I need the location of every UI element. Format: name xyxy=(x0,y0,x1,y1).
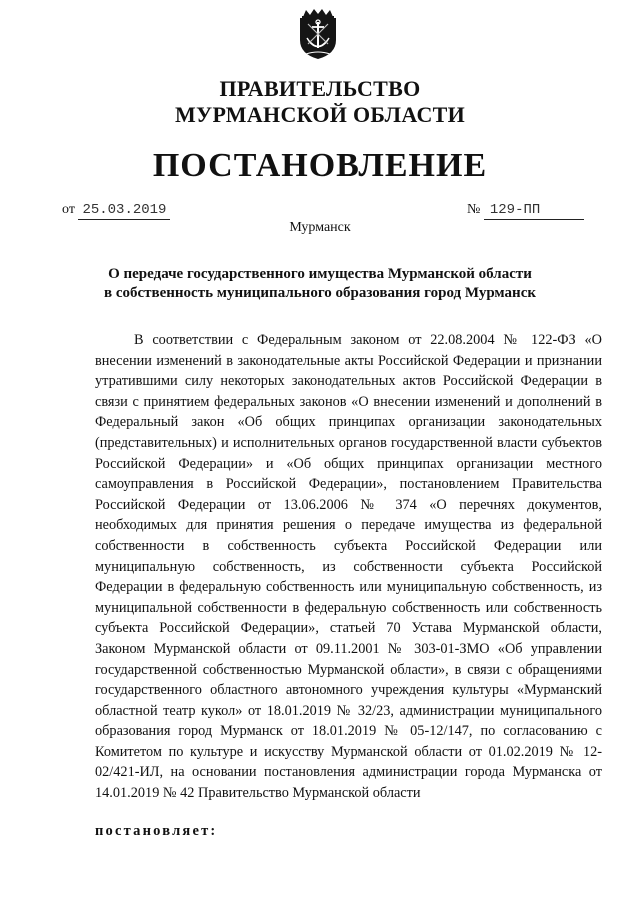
date-prefix: от xyxy=(62,202,75,217)
document-title xyxy=(60,265,580,303)
resolves-statement: постановляет: xyxy=(95,823,218,839)
city-name: Мурманск xyxy=(289,220,351,235)
body-paragraph: В соответствии с Федеральным законом от 22.08.2004 № 122-ФЗ «О внесении изменений в законодательные акты Российской Федерации и признании утратившими силу некоторых законодательных актов Российской Федерации в связи с принятием федеральных законов «О внесении изменений и дополнений в Федеральный закон «Об общих принципах организации законодательных (представительных) и исполнительных органов государственной власти субъектов Российской Федерации» и «Об общих принципах организации местного самоуправления в Российской Федерации», постановлением Правительства Российской Федерации от 13.06.2006 № 374 «О перечнях документов, необходимых для принятия решения о передаче имущества из федеральной собственности в собственность субъекта Российской Федерации или муниципальную собственность, из собственности субъекта Российской Федерации в федеральную собственность или муниципальную собственность, из муниципальной собственности в федеральную собственность или собственность субъекта Российской Федерации», статьей 70 Устава Мурманской области, Законом Мурманской области от 09.11.2001 № 303-01-ЗМО «Об управлении государственной собственностью Мурманской области», в связи с обращениями государственного областного автономного учреждения культуры «Мурманский областной театр кукол» от 18.01.2019 № 32/23, администрации муниципального образования город Мурманск от 18.01.2019 № 05-12/147, по согласованию с Комитетом по культуре и искусству Мурманской области от 01.02.2019 № 12-02/421-ИЛ, на основании постановления администрации города Мурманска от 14.01.2019 № 42 Правительство Мурманской области xyxy=(95,332,602,802)
document-title-line-2: в собственность муниципального образования город Мурманск xyxy=(103,285,536,301)
document-type-heading: ПОСТАНОВЛЕНИЕ xyxy=(152,147,488,184)
government-name xyxy=(0,76,640,128)
coat-of-arms-icon xyxy=(297,8,339,60)
date-field xyxy=(62,201,170,220)
number-field xyxy=(467,201,584,220)
document-title-line-1: О передаче государственного имущества Мурманской области xyxy=(108,266,532,282)
government-name-line-1: ПРАВИТЕЛЬСТВО xyxy=(219,76,421,101)
number-prefix: № xyxy=(467,202,481,217)
government-name-line-2: МУРМАНСКОЙ ОБЛАСТИ xyxy=(174,102,466,127)
document-date: 25.03.2019 xyxy=(78,201,170,220)
document-number: 129-ПП xyxy=(484,201,584,220)
